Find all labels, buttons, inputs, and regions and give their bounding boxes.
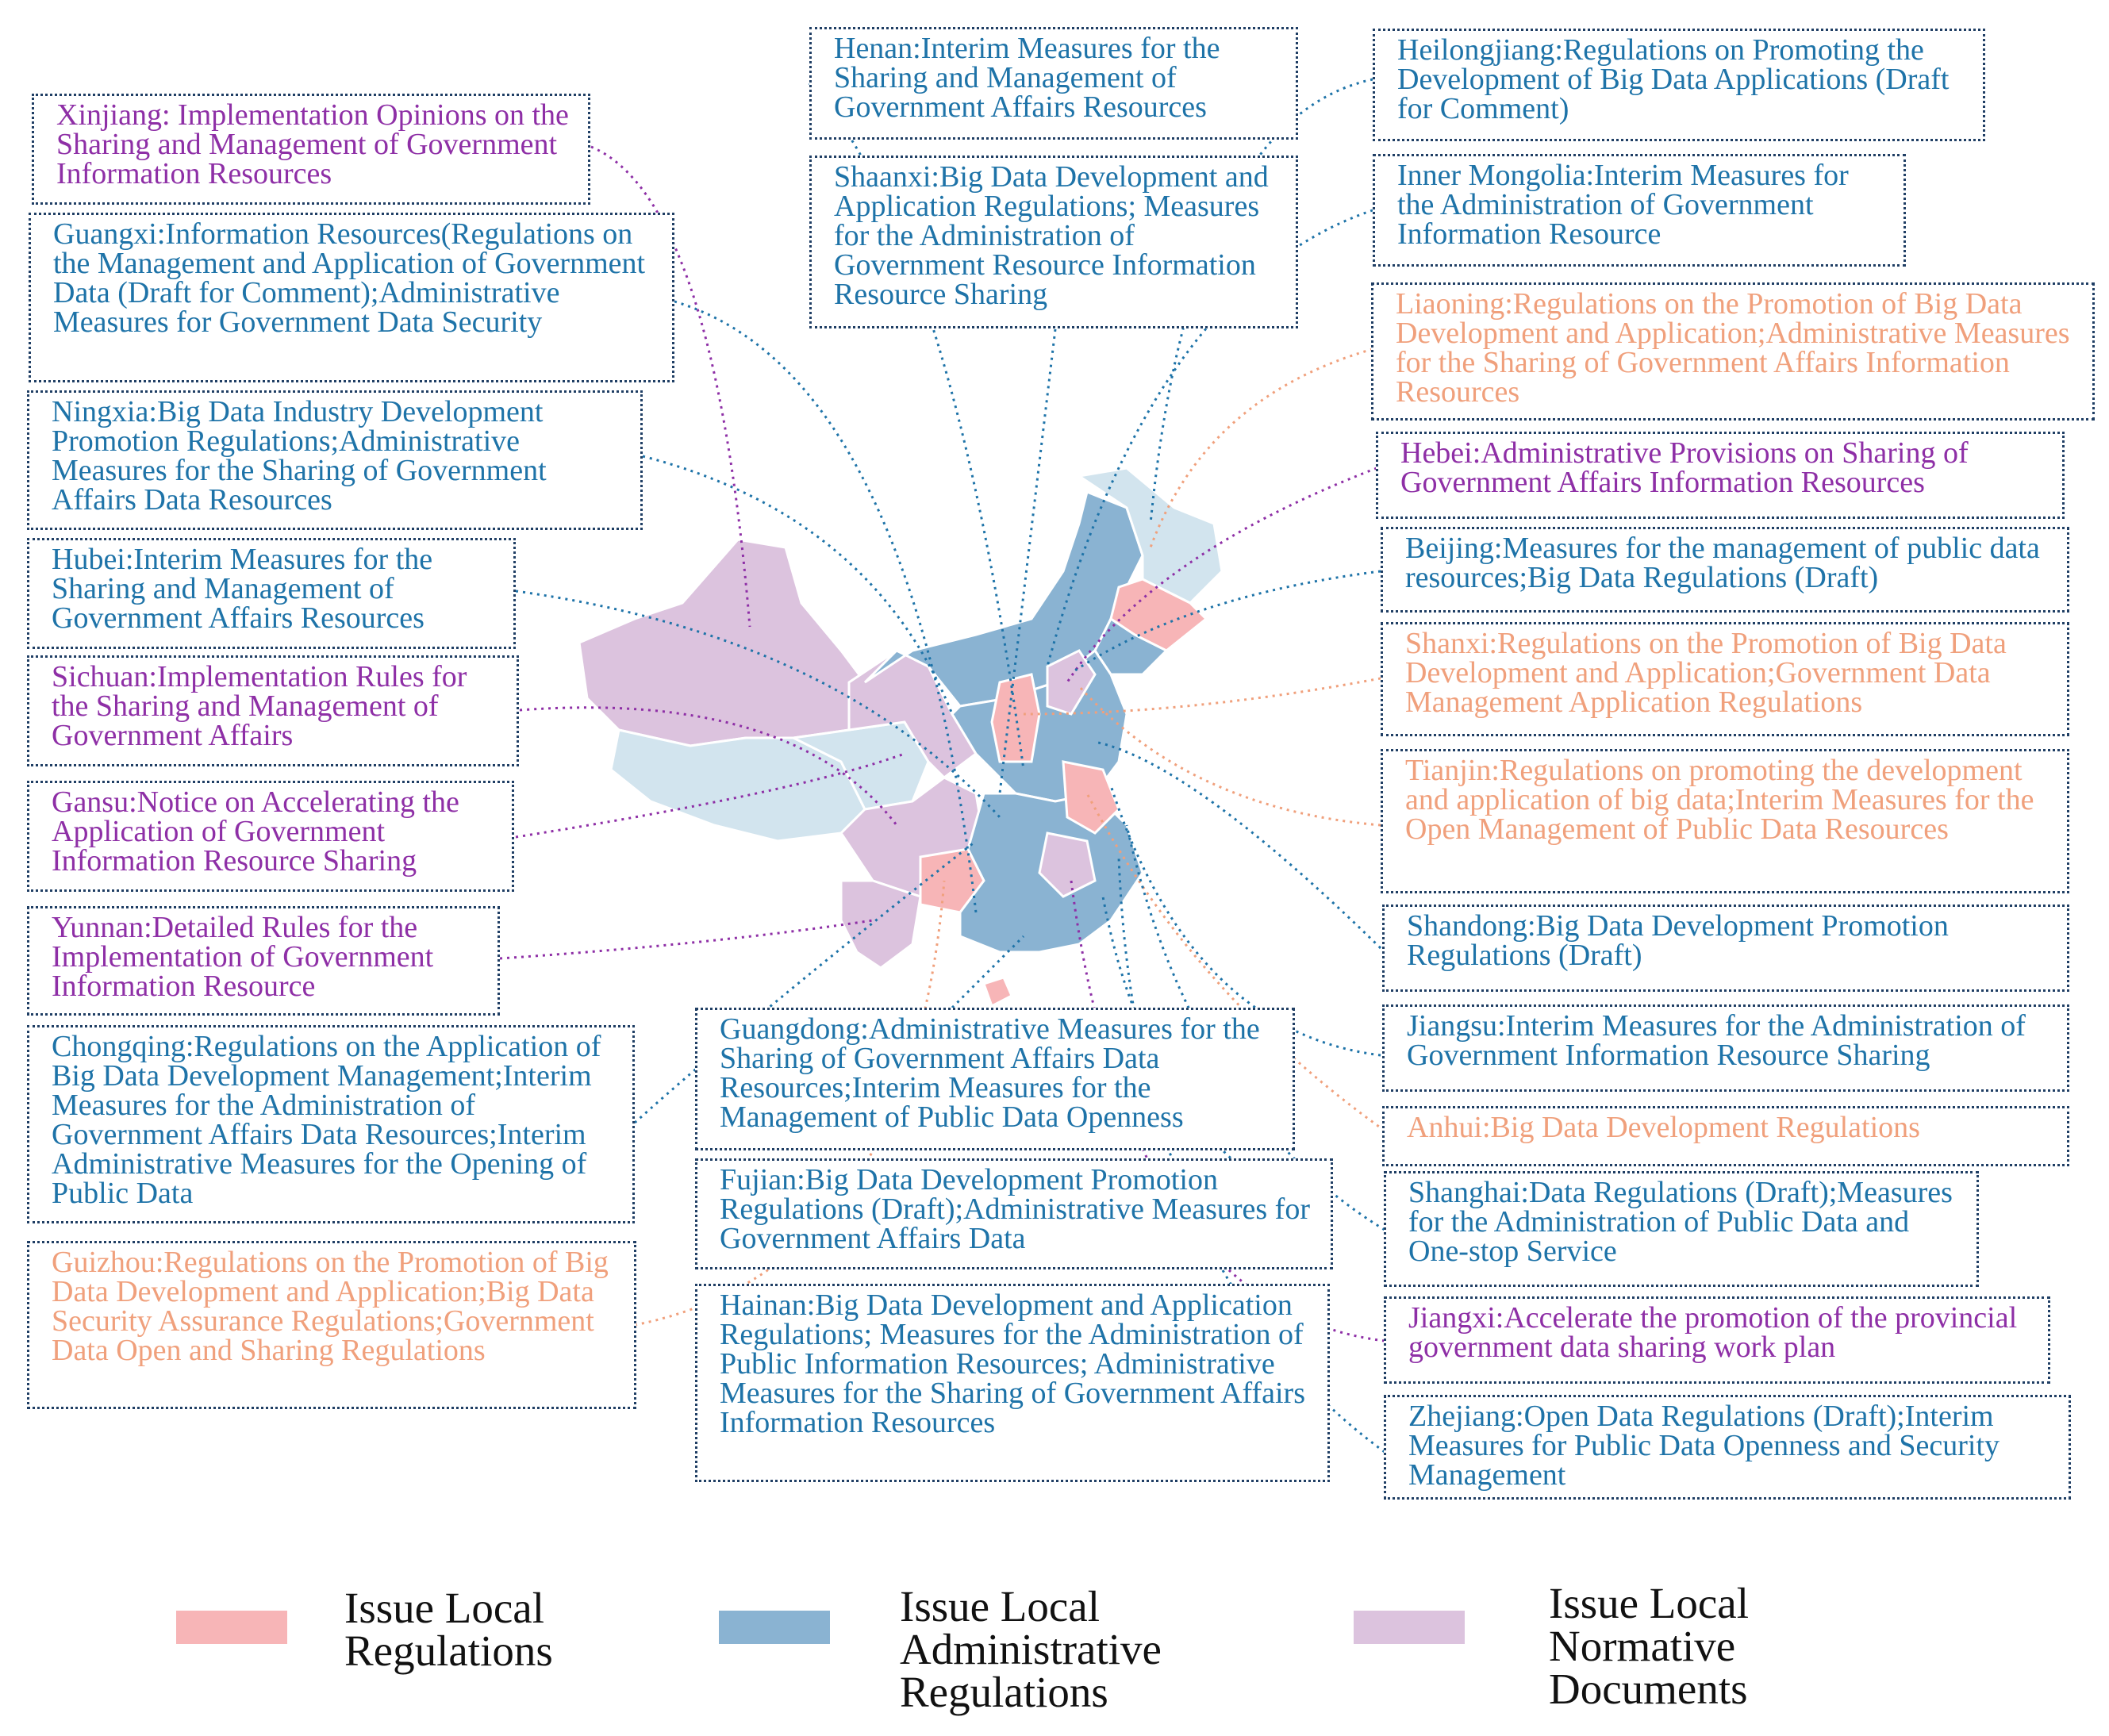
annotation-inner-mongolia: Inner Mongolia:Interim Measures for the Administration of Government Information Resource bbox=[1373, 154, 1906, 267]
annotation-chongqing: Chongqing:Regulations on the Application of Big Data Development Management;Interim Measures for the Administration of Government Affairs Data Resources;Interim Administrative Measures for the Opening of Public Data bbox=[27, 1025, 635, 1223]
annotation-shanxi: Shanxi:Regulations on the Promotion of Big Data Development and Application;Government Data Management Application Regulations bbox=[1381, 622, 2069, 736]
annotation-heilongjiang: Heilongjiang:Regulations on Promoting the Development of Big Data Applications (Draft for Comment) bbox=[1373, 29, 1985, 141]
annotation-fujian: Fujian:Big Data Development Promotion Regulations (Draft);Administrative Measures for Government Affairs Data bbox=[695, 1158, 1333, 1269]
legend-swatch-normative bbox=[1354, 1611, 1465, 1644]
annotation-jiangxi: Jiangxi:Accelerate the promotion of the provincial government data sharing work plan bbox=[1384, 1296, 2050, 1384]
annotation-gansu: Gansu:Notice on Accelerating the Application of Government Information Resource Sharing bbox=[27, 781, 514, 892]
legend-label-normative: Issue Local Normative Documents bbox=[1549, 1579, 1749, 1713]
annotation-tianjin: Tianjin:Regulations on promoting the development and application of big data;Interim Measures for the Open Management of Public Data Resources bbox=[1381, 749, 2069, 893]
annotation-hubei: Hubei:Interim Measures for the Sharing and Management of Government Affairs Resources bbox=[27, 538, 516, 649]
legend-label-administrative: Issue Local Administrative Regulations bbox=[900, 1582, 1162, 1716]
annotation-guangdong: Guangdong:Administrative Measures for the Sharing of Government Affairs Data Resources;Interim Measures for the Management of Public Data Openness bbox=[695, 1008, 1295, 1150]
legend-label-regulations: Issue Local Regulations bbox=[344, 1584, 553, 1675]
annotation-guizhou: Guizhou:Regulations on the Promotion of Big Data Development and Application;Big Data Security Assurance Regulations;Government Data Open and Sharing Regulations bbox=[27, 1241, 636, 1409]
china-map bbox=[579, 468, 1222, 1006]
region-yunnan bbox=[841, 881, 920, 968]
leader-yunnan bbox=[500, 920, 873, 958]
annotation-ningxia: Ningxia:Big Data Industry Development Promotion Regulations;Administrative Measures for the Sharing of Government Affairs Data Resources bbox=[27, 390, 643, 530]
annotation-yunnan: Yunnan:Detailed Rules for the Implementation of Government Information Resource bbox=[27, 906, 500, 1016]
annotation-hainan: Hainan:Big Data Development and Application Regulations; Measures for the Administration of Public Information Resources; Administrative Measures for the Sharing of Government Affairs Information Resources bbox=[695, 1284, 1330, 1482]
annotation-zhejiang: Zhejiang:Open Data Regulations (Draft);Interim Measures for Public Data Openness and Security Management bbox=[1384, 1395, 2071, 1500]
region-hainan bbox=[984, 977, 1012, 1006]
annotation-hebei: Hebei:Administrative Provisions on Sharing of Government Affairs Information Resources bbox=[1376, 432, 2065, 519]
leader-shandong bbox=[1095, 742, 1381, 948]
annotation-liaoning: Liaoning:Regulations on the Promotion of Big Data Development and Application;Administrative Measures for the Sharing of Government Affairs Information Resources bbox=[1371, 282, 2095, 421]
annotation-jiangsu: Jiangsu:Interim Measures for the Administration of Government Information Resource Sharing bbox=[1382, 1004, 2069, 1092]
annotation-guangxi: Guangxi:Information Resources(Regulations on the Management and Application of Government Data (Draft for Comment);Administrative Measures for Government Data Security bbox=[29, 213, 674, 382]
legend-swatch-administrative bbox=[719, 1611, 830, 1644]
annotation-anhui: Anhui:Big Data Development Regulations bbox=[1382, 1106, 2069, 1166]
region-xinjiang bbox=[579, 540, 865, 746]
annotation-beijing: Beijing:Measures for the management of public data resources;Big Data Regulations (Draft) bbox=[1381, 527, 2069, 613]
annotation-shanghai: Shanghai:Data Regulations (Draft);Measures for the Administration of Public Data and One-stop Service bbox=[1384, 1171, 1979, 1287]
annotation-sichuan: Sichuan:Implementation Rules for the Sharing and Management of Government Affairs bbox=[27, 655, 519, 766]
annotation-shaanxi: Shaanxi:Big Data Development and Application Regulations; Measures for the Administration of Government Resource Information Resource Sharing bbox=[809, 156, 1298, 328]
legend-swatch-regulations bbox=[176, 1611, 287, 1644]
annotation-xinjiang: Xinjiang: Implementation Opinions on the Sharing and Management of Government Information Resources bbox=[32, 94, 590, 205]
annotation-shandong: Shandong:Big Data Development Promotion Regulations (Draft) bbox=[1382, 904, 2069, 992]
annotation-henan: Henan:Interim Measures for the Sharing and Management of Government Affairs Resources bbox=[809, 27, 1298, 140]
region-shanxi bbox=[992, 674, 1039, 762]
